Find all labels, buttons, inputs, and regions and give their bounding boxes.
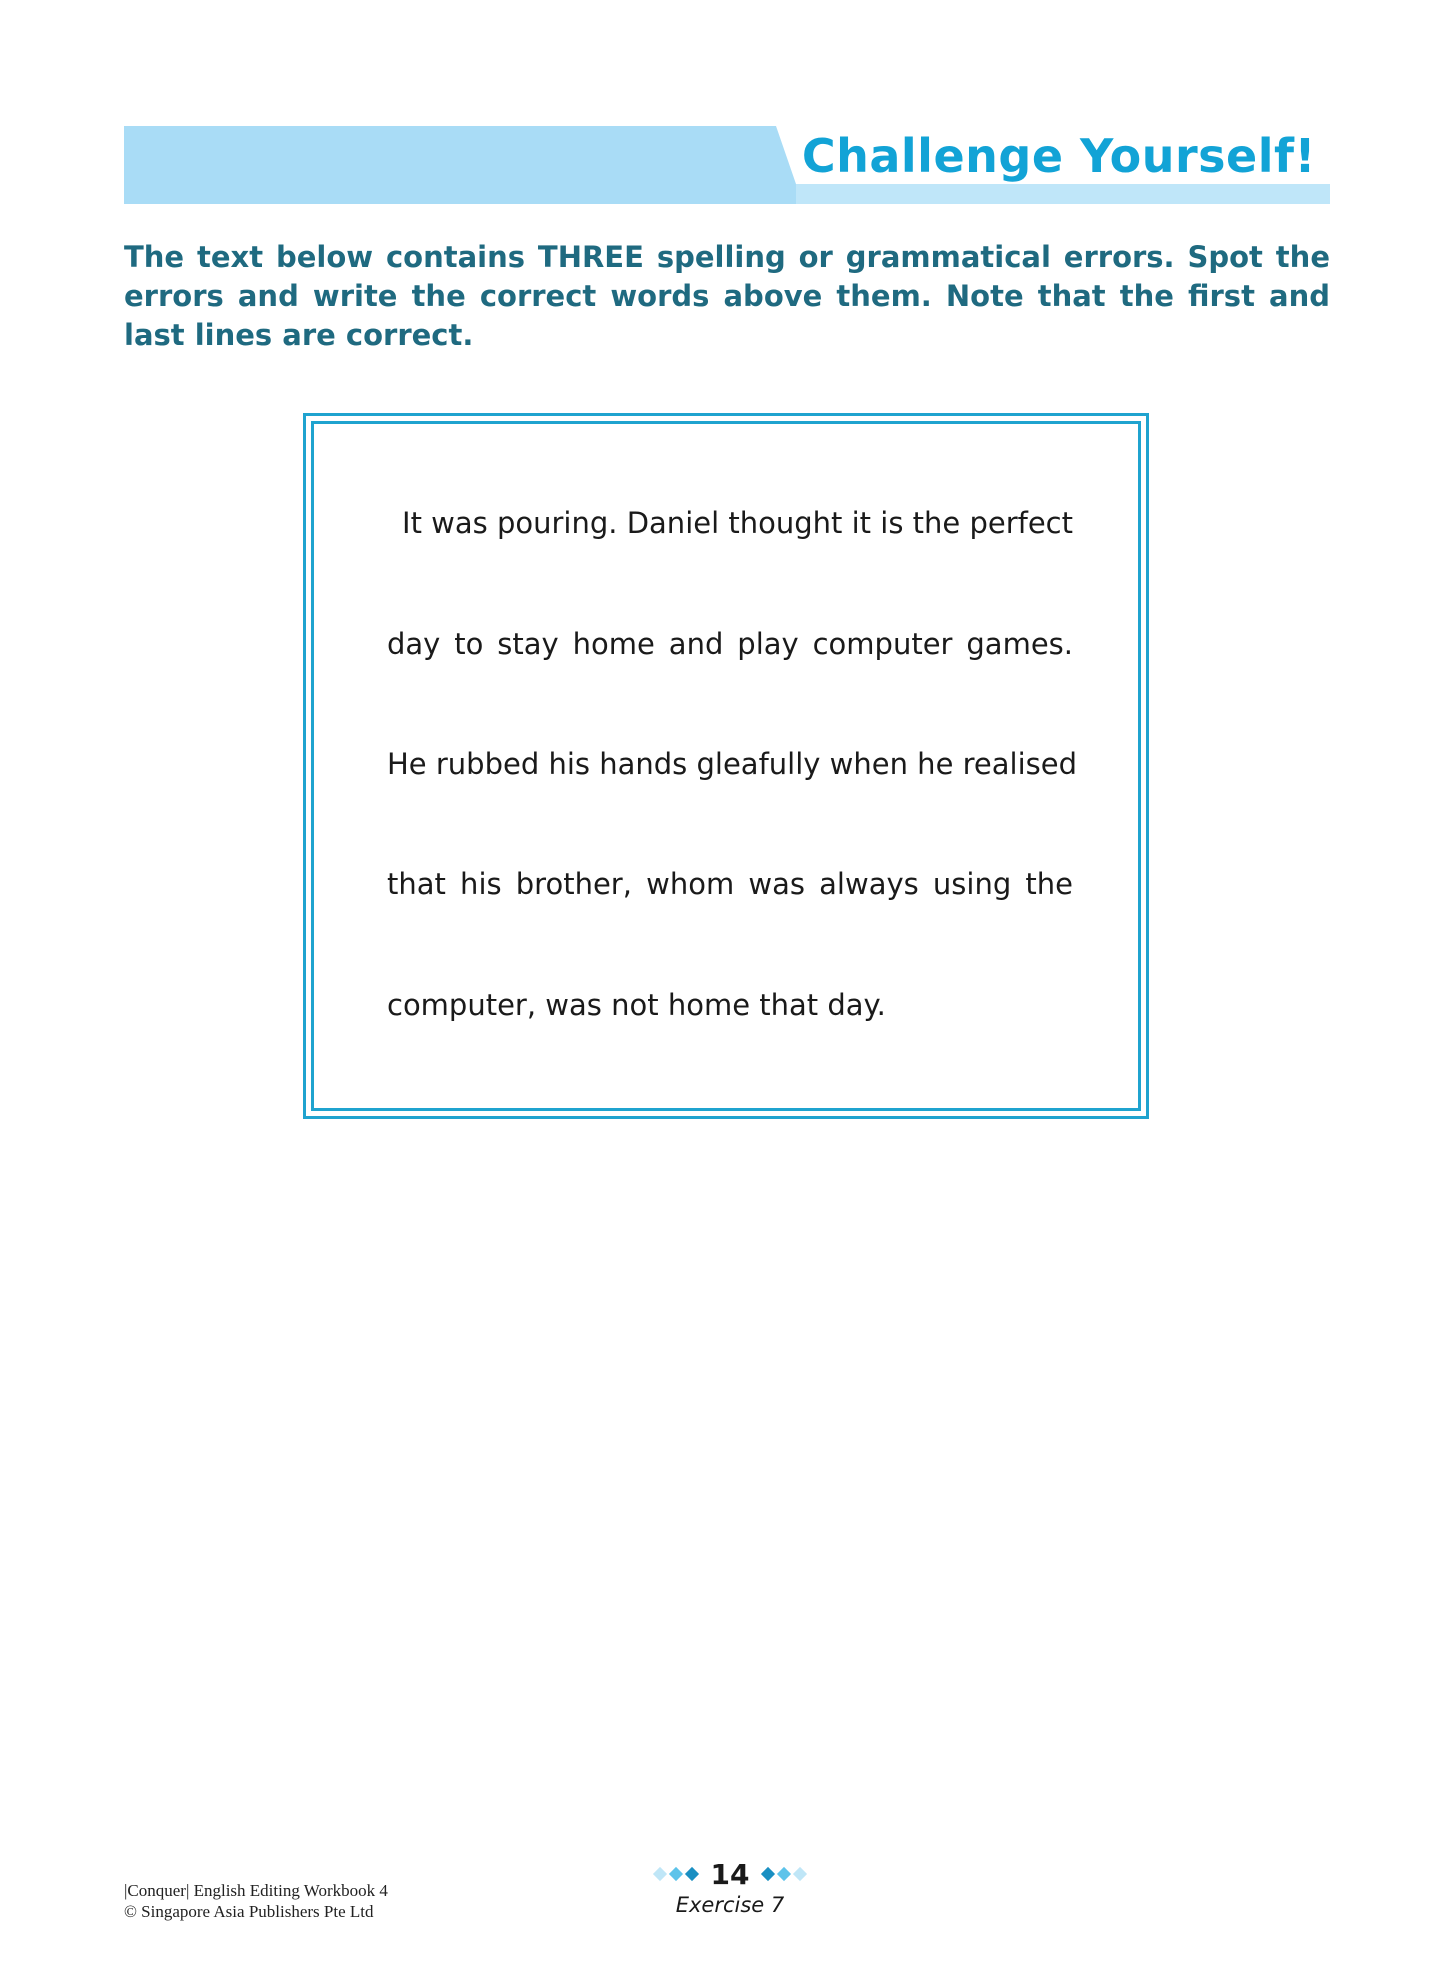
page-title: Challenge Yourself! bbox=[801, 129, 1316, 183]
book-title: |Conquer| English Editing Workbook 4 bbox=[124, 1881, 388, 1900]
left-diamonds-icon bbox=[653, 1869, 699, 1879]
diamond-icon bbox=[652, 1867, 666, 1881]
passage-frame bbox=[303, 413, 1149, 1119]
page-number: 14 bbox=[710, 1857, 750, 1891]
passage-line-3: He rubbed his hands gleafully when he realised bbox=[387, 747, 1077, 781]
passage-line-5: computer, was not home that day. bbox=[387, 988, 886, 1022]
right-diamonds-icon bbox=[761, 1869, 807, 1879]
passage-line-4: that his brother, whom was always using the bbox=[387, 867, 1073, 901]
passage-line-2: day to stay home and play computer games. bbox=[387, 627, 1073, 661]
diamond-icon bbox=[793, 1867, 807, 1881]
passage-inner-frame bbox=[311, 421, 1141, 1111]
page-number-row bbox=[600, 1857, 860, 1891]
diamond-icon bbox=[684, 1867, 698, 1881]
diamond-icon bbox=[777, 1867, 791, 1881]
diamond-icon bbox=[761, 1867, 775, 1881]
footer-credits bbox=[124, 1880, 388, 1922]
exercise-label: Exercise 7 bbox=[675, 1893, 785, 1917]
header-band bbox=[124, 126, 1330, 204]
copyright-notice: © Singapore Asia Publishers Pte Ltd bbox=[124, 1902, 374, 1921]
passage-line-1: It was pouring. Daniel thought it is the perfect bbox=[402, 506, 1073, 540]
header-band-strip bbox=[796, 184, 1330, 204]
footer-page-info bbox=[600, 1857, 860, 1917]
instructions-text: The text below contains THREE spelling or grammatical errors. Spot the errors and write the correct words above them. Note that the first and last lines are correct. bbox=[124, 240, 1330, 352]
diamond-icon bbox=[668, 1867, 682, 1881]
